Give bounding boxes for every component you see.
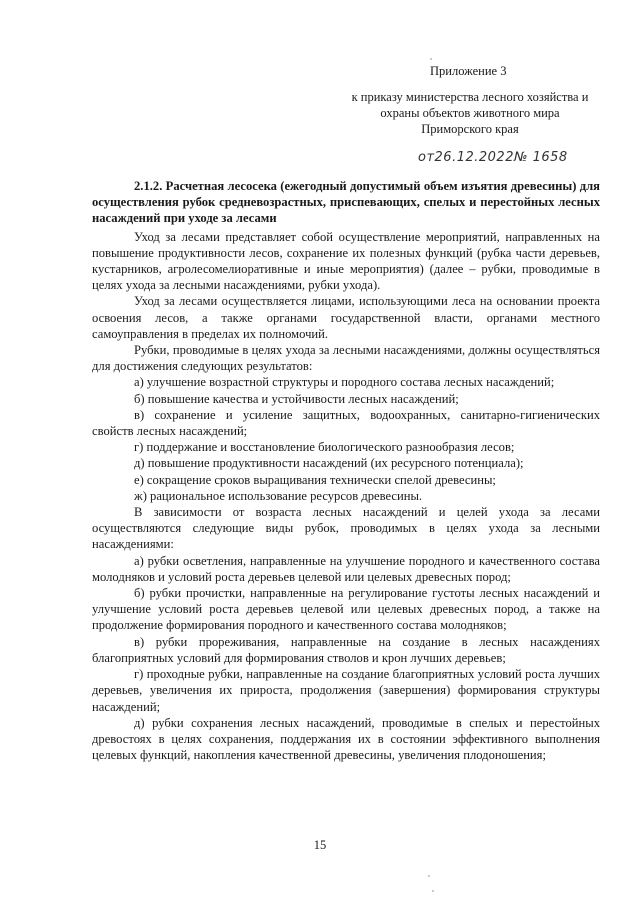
scan-speck [432, 890, 434, 892]
appendix-line-3: Приморского края [421, 122, 519, 136]
document-body [92, 178, 600, 763]
page-number: 15 [313, 838, 327, 852]
scan-speck [428, 875, 430, 877]
result-item: б) повышение качества и устойчивости лесных насаждений; [134, 391, 459, 406]
result-item: д) повышение продуктивности насаждений (их ресурсного потенциала); [134, 456, 524, 471]
result-item: е) сокращение сроков выращивания технически спелой древесины; [134, 472, 496, 487]
result-item: ж) рациональное использование ресурсов древесины. [134, 488, 423, 503]
appendix-line-2: охраны объектов животного мира [380, 106, 560, 120]
type-item: а) рубки осветления, направленные на улучшение породного и качественного состава молодняков и условий роста деревьев целевой или целевых древесных пород; [92, 553, 600, 584]
paragraph: Уход за лесами осуществляется лицами, использующими леса на основании проекта освоения лесов, а также органами государственной власти, органами местного самоуправления в пределах их полномочий. [92, 294, 600, 341]
paragraph: Уход за лесами представляет собой осуществление мероприятий, направленных на повышение продуктивности лесов, сохранение их полезных функций (рубка части деревьев, кустарников, агролесомелиоративные и иные мероприятия) (далее – рубки, проводимые в целях ухода за лесными насаждениями, рубки ухода). [92, 229, 600, 293]
type-item: б) рубки прочистки, направленные на регулирование густоты лесных насаждений и улучшение условий роста деревьев целевой или целевых древесных пород, а также на продолжение формирования породного и качественного состава молодняков; [92, 586, 600, 633]
appendix-line-1: к приказу министерства лесного хозяйства и [351, 90, 589, 104]
type-item: д) рубки сохранения лесных насаждений, проводимые в спелых и перестойных древостоях в целях сохранения, поддержания их в состоянии эффективного выполнения целевых функций, накопления качественной древесины, увеличения плодоношения; [92, 715, 600, 763]
paragraph: Рубки, проводимые в целях ухода за лесными насаждениями, должны осуществляться для достижения следующих результатов: [92, 343, 600, 374]
scan-speck [430, 58, 432, 60]
type-item: в) рубки прореживания, направленные на создание в лесных насаждениях благоприятных условий для формирования стволов и крон лучших деревьев; [92, 634, 600, 665]
appendix-title: Приложение 3 [430, 64, 507, 78]
result-item: г) поддержание и восстановление биологического разнообразия лесов; [134, 440, 515, 455]
result-item: в) сохранение и усиление защитных, водоохранных, санитарно-гигиенических свойств лесных насаждений; [92, 407, 600, 439]
paragraph: В зависимости от возраста лесных насаждений и целей ухода за лесами осуществляются следующие виды рубок, проводимых в целях ухода за лесными насаждениями: [92, 505, 600, 552]
result-item: а) улучшение возрастной структуры и породного состава лесных насаждений; [134, 375, 555, 390]
type-item: г) проходные рубки, направленные на создание благоприятных условий роста лучших деревьев, увеличения их прироста, продолжения (завершения) формирования структуры насаждений; [92, 667, 600, 714]
handwritten-date: от26.12.2022№ 1658 [418, 150, 568, 165]
section-heading: 2.1.2. Расчетная лесосека (ежегодный допустимый объем изъятия древесины) для осуществления рубок средневозрастных, приспевающих, спелых и перестойных лесных насаждений при уходе за лесами [92, 179, 600, 226]
